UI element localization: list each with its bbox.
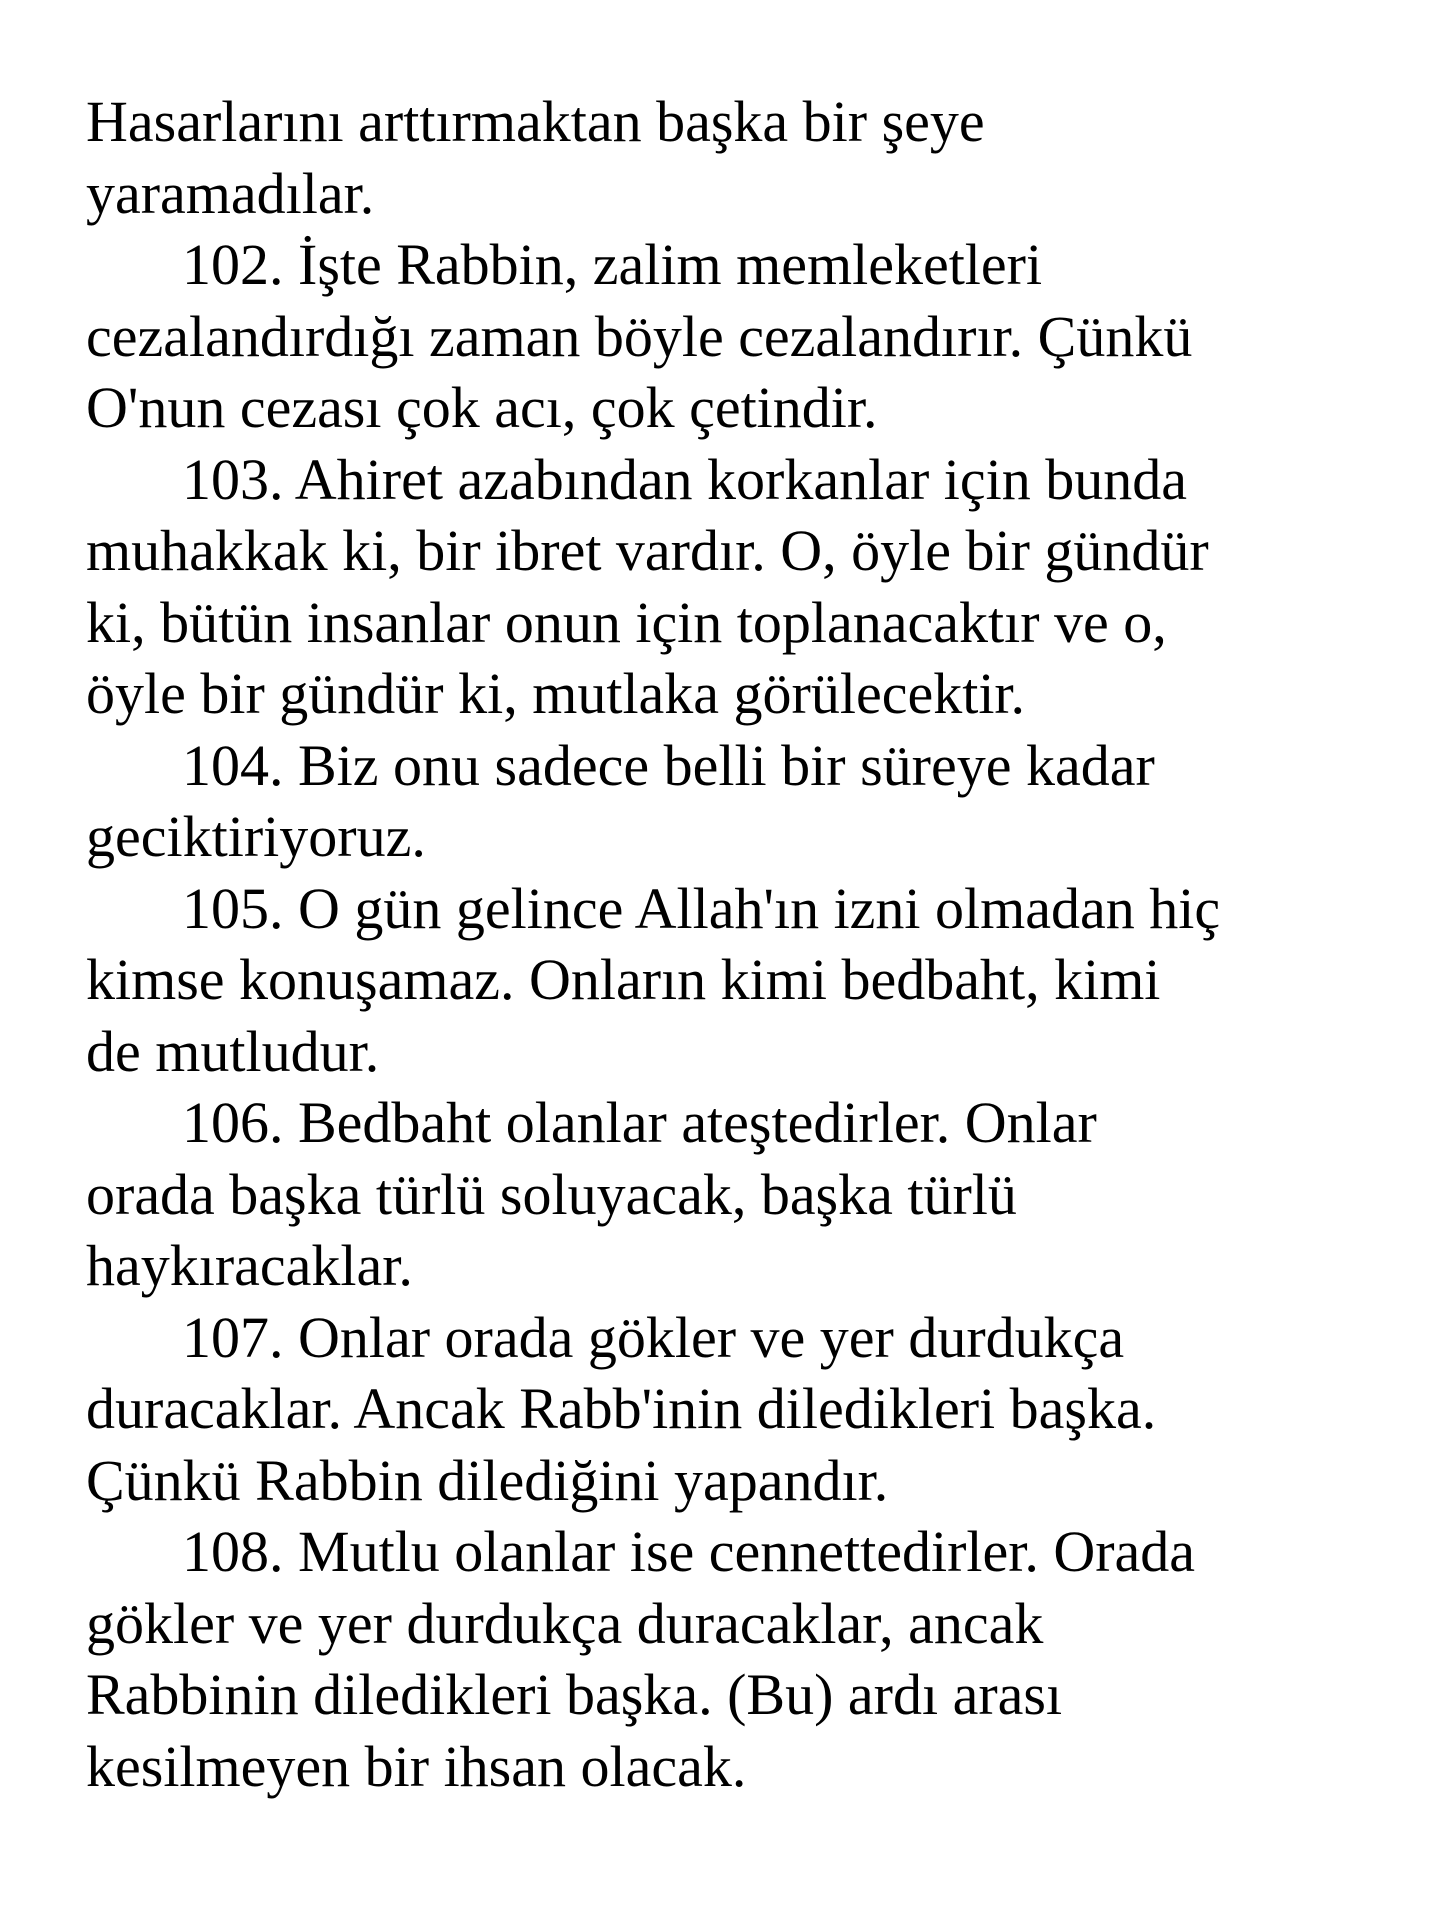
text-line: 108. Mutlu olanlar ise cennettedirler. Orada [182, 1519, 1196, 1584]
paragraph-verse-102 [86, 229, 1386, 444]
text-line: 106. Bedbaht olanlar ateştedirler. Onlar [182, 1090, 1097, 1155]
text-line: kesilmeyen bir ihsan olacak. [86, 1733, 747, 1799]
text-line: 103. Ahiret azabından korkanlar için bunda [182, 446, 1188, 512]
paragraph-intro [86, 86, 1386, 229]
page-text [86, 86, 1386, 1802]
text-line: ki, bütün insanlar onun için toplanacaktır ve o, [86, 589, 1167, 655]
text-line: 104. Biz onu sadece belli bir süreye kadar [182, 732, 1155, 798]
text-line: Hasarlarını arttırmaktan başka bir şeye [86, 89, 985, 154]
text-line: 107. Onlar orada gökler ve yer durdukça [182, 1304, 1125, 1370]
text-line: Rabbinin diledikleri başka. (Bu) ardı arası [86, 1662, 1063, 1727]
text-line: cezalandırdığı zaman böyle cezalandırır. Çünkü [86, 303, 1193, 369]
text-line: de mutludur. [86, 1018, 380, 1084]
text-line: O'nun cezası çok acı, çok çetindir. [86, 375, 878, 440]
text-line: duracaklar. Ancak Rabb'inin diledikleri başka. [86, 1376, 1157, 1441]
text-line: haykıracaklar. [86, 1233, 413, 1298]
text-line: gökler ve yer durdukça duracaklar, ancak [86, 1590, 1044, 1656]
text-line: kimse konuşamaz. Onların kimi bedbaht, kimi [86, 947, 1161, 1012]
paragraph-verse-105 [86, 873, 1386, 1088]
text-line: yaramadılar. [86, 160, 375, 226]
paragraph-verse-108 [86, 1516, 1386, 1802]
text-line: 102. İşte Rabbin, zalim memleketleri [182, 232, 1043, 297]
text-line: öyle bir gündür ki, mutlaka görülecektir. [86, 661, 1026, 726]
text-line: geciktiriyoruz. [86, 804, 426, 869]
paragraph-verse-106 [86, 1087, 1386, 1302]
paragraph-verse-104 [86, 730, 1386, 873]
paragraph-verse-103 [86, 444, 1386, 730]
text-line: Çünkü Rabbin dilediğini yapandır. [86, 1447, 889, 1513]
text-line: muhakkak ki, bir ibret vardır. O, öyle bir gündür [86, 518, 1209, 583]
paragraph-verse-107 [86, 1302, 1386, 1517]
text-line: 105. O gün gelince Allah'ın izni olmadan hiç [182, 875, 1221, 941]
text-line: orada başka türlü soluyacak, başka türlü [86, 1161, 1017, 1227]
